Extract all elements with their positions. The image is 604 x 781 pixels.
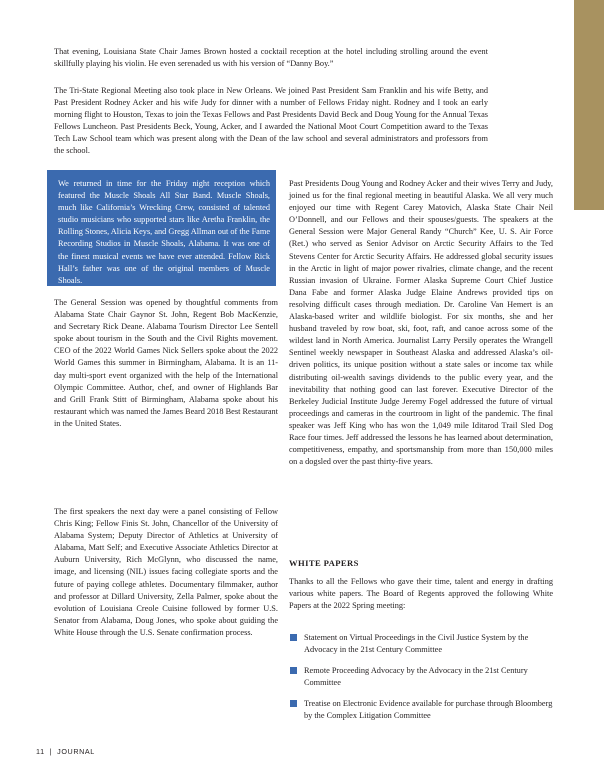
paragraph-white-papers-intro: Thanks to all the Fellows who gave their time, talent and energy in drafting various white papers. The Board of Regents approved the following White Papers at the 2022 Spring meeting:	[289, 577, 553, 611]
square-bullet-icon	[290, 667, 297, 674]
white-paper-title: Treatise on Electronic Evidence available for purchase through Bloomberg by the Complex Litigation Committee	[304, 699, 553, 721]
paragraph-alaska-meeting: Past Presidents Doug Young and Rodney Acker and their wives Terry and Judy, joined us for the final regional meeting in beautiful Alaska. We all very much enjoyed our time with Regent Carey Matovich, Alaska State Chair Neil O’Donnell, and our Fellows and their spouses/guests. The speakers at the General Session were Major General Randy “Church” Kee, U. S. Air Force (Ret.) who served as Senior Advisor on Arctic Security Affairs to the Ted Stevens Center for Arctic Security Affairs. He addressed global security issues in the Arctic in light of major power rivalries, climate change, and the recent Russian invasion of Ukraine. Former Alaska Supreme Court Chief Justice Dana Fabe and former Alaska Judge Elaine Andrews provided tips on resolving difficult cases through mediation. Dr. Caroline Van Hemert is an Alaska-based writer and wildlife biologist. For six months, she and her husband traveled by row boat, ski, foot, raft, and canoe across some of the wildest land in North America. Journalist Larry Persily operates the Wrangell Sentinel weekly newspaper in Southeast Alaska and addressed Alaska’s oil-driven politics, its unique position without a state sales or income tax while distributing oil-wealth savings dividends to the public every year, and the inevitability that nothing good can last forever. Executive Director of the Berkeley Judicial Institute Judge Jeremy Fogel addressed the future of virtual proceedings and cameras in the courtroom in light of the pandemic. The final speaker was Jeff King who has won the 1,049 mile Iditarod Trail Sled Dog Race four times. Jeff addressed the lessons he has learned about determination, competitiveness, empathy, and sportsmanship from more than 150,000 miles on a dogsled over the past thirty-five years.	[289, 179, 553, 467]
callout-box	[47, 170, 276, 286]
page-footer	[36, 747, 95, 756]
list-item	[289, 698, 553, 722]
square-bullet-icon	[290, 700, 297, 707]
footer-separator: |	[49, 747, 53, 756]
paragraph-tri-state-meeting: The Tri-State Regional Meeting also took place in New Orleans. We joined Past President Sam Franklin and his wife Betty, and Past President Rodney Acker and his wife Judy for dinner with a number of Fellows Friday night. Rodney and I took an early morning flight to Houston, Texas to join the Texas Fellows and Past Presidents David Beck and Doug Young for the Annual Texas Fellows Luncheon. Past Presidents Beck, Young, Acker, and I awarded the National Moot Court Competition award to the Texas Tech Law School team which was present along with the Dean of the law school and several administrators and professors from the school.	[54, 86, 488, 156]
paragraph-general-session: The General Session was opened by thoughtful comments from Alabama State Chair Gaynor St. John, Regent Bob MacKenzie, and Secretary Rick Deane. Alabama Tourism Director Lee Sentell spoke about tourism in the South and the Civil Rights movement. CEO of the 2022 World Games Nick Sellers spoke about the 2022 World Games this summer in Birmingham, Alabama. It is an 11-day multi-sport event organized with the help of the International Olympic Committee. Author, chef, and owner of Highlands Bar and Grill Frank Stitt of Birmingham, Alabama spoke about his restaurant which was named the James Beard 2018 Best Restaurant in the United States.	[54, 298, 278, 428]
list-item	[289, 632, 553, 656]
publication-name: JOURNAL	[57, 747, 95, 756]
square-bullet-icon	[290, 634, 297, 641]
edge-color-tab	[574, 0, 604, 210]
white-paper-title: Statement on Virtual Proceedings in the Civil Justice System by the Advocacy in the 21st Century Committee	[304, 633, 529, 655]
paragraph-reception: That evening, Louisiana State Chair James Brown hosted a cocktail reception at the hotel including strolling around the event skillfully playing his violin. He even serenaded us with his version of “Danny Boy.”	[54, 47, 488, 69]
page-number: 11	[36, 747, 45, 756]
section-heading-white-papers: WHITE PAPERS	[289, 558, 359, 568]
callout-text: We returned in time for the Friday night reception which featured the Muscle Shoals All Star Band. Muscle Shoals, much like California’s Wrecking Crew, consisted of talented studio musicians who supported stars like Aretha Franklin, the Rolling Stones, Alicia Keys, and Gregg Allman out of the Fame Recording Studios in Muscle Shoals, Alabama. It was one of the finest musical events we have ever attended. Fellow Rick Hall’s father was one of the original members of Muscle Shoals.	[58, 179, 271, 285]
white-papers-list	[289, 632, 553, 732]
list-item	[289, 665, 553, 689]
paragraph-panel-speakers: The first speakers the next day were a panel consisting of Fellow Chris King; Fellow Finis St. John, Chancellor of the University of Alabama System; Deputy Director of Athletics at University of Alabama, Matt Self; and Executive Associate Athletics Director at Auburn University, Rich McGlynn, who discussed the name, image, and licensing (NIL) issues facing collegiate sports and the future of paying college athletes. Documentary filmmaker, author and professor at Dillard University, Zella Palmer, spoke about the evolution of Louisiana Creole Cuisine followed by former U.S. Senator from Alabama, Doug Jones, who spoke about guiding the White House through the U.S. Senate confirmation process.	[54, 507, 278, 637]
white-paper-title: Remote Proceeding Advocacy by the Advocacy in the 21st Century Committee	[304, 666, 528, 688]
